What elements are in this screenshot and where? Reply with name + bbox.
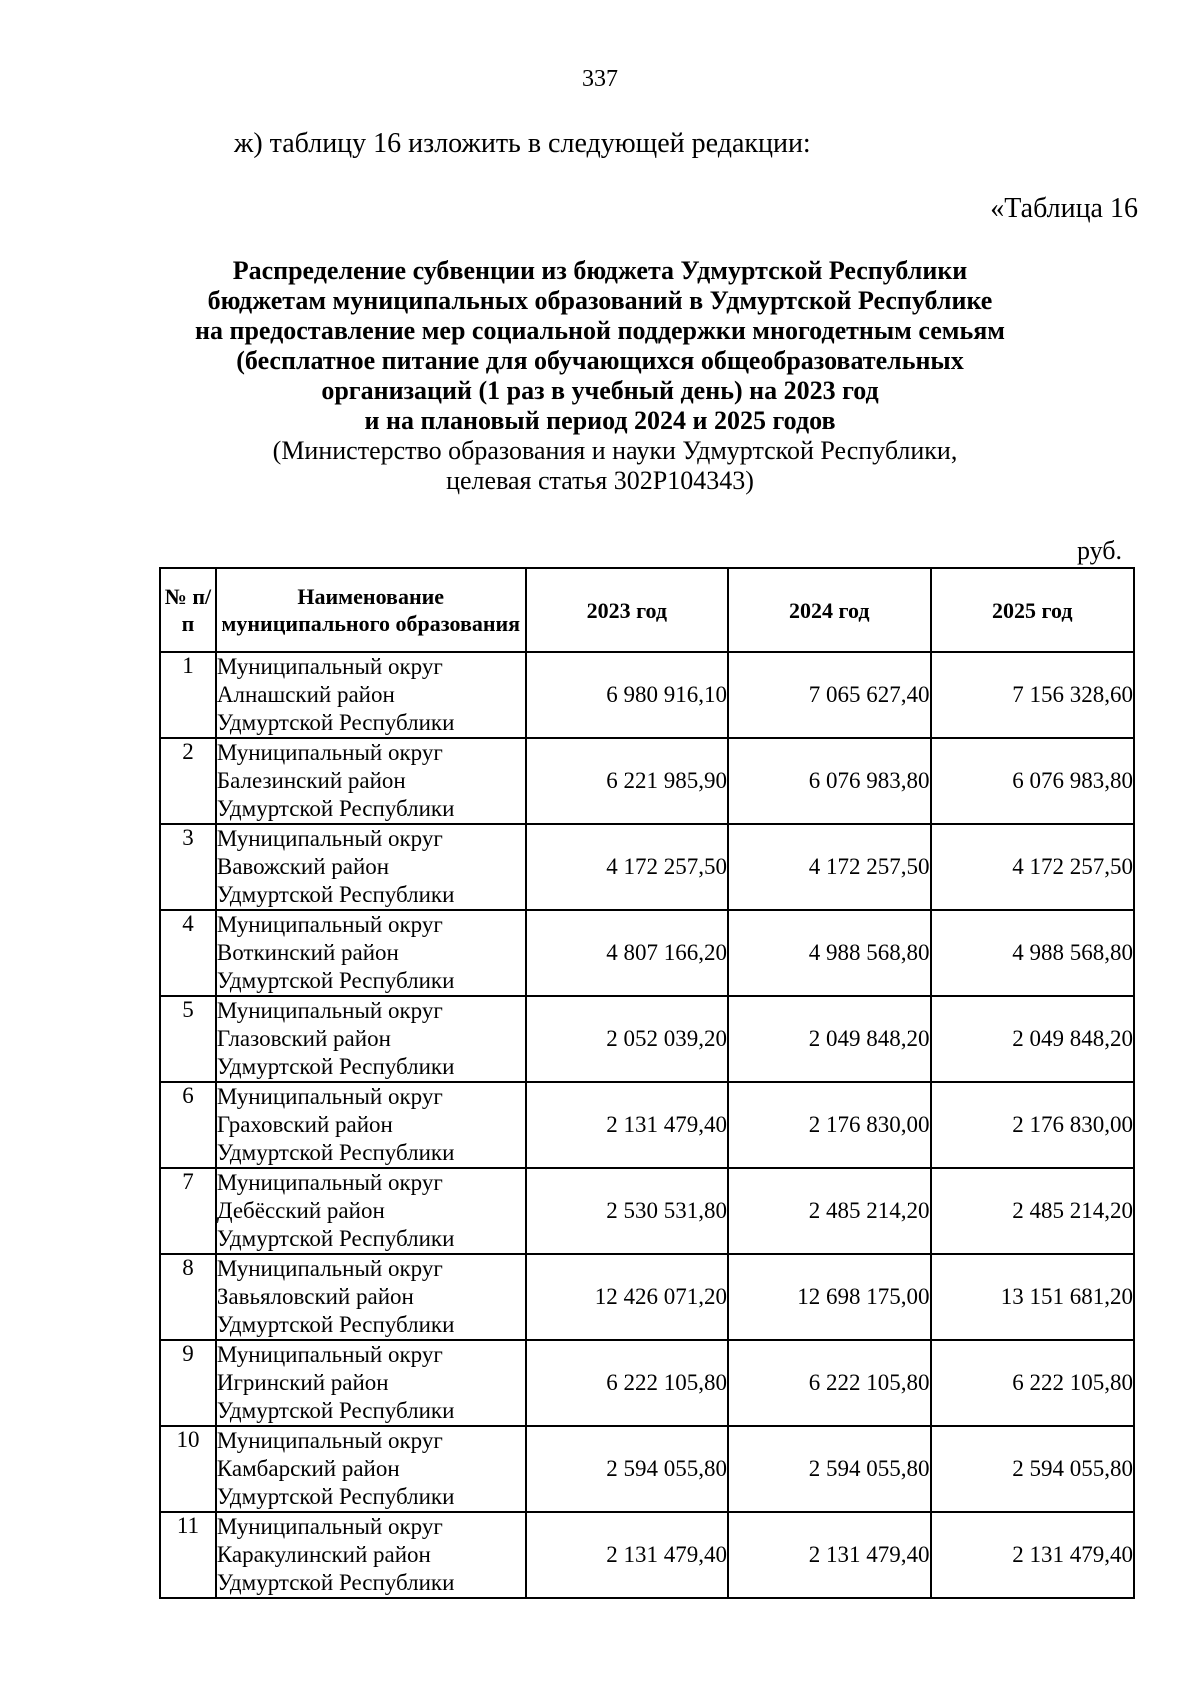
row-number: 1	[160, 652, 216, 738]
table-row	[160, 1426, 1134, 1512]
municipality-name	[216, 1254, 526, 1340]
table-row	[160, 652, 1134, 738]
municipality-name-line: Камбарский район	[216, 1456, 400, 1481]
row-number: 2	[160, 738, 216, 824]
municipality-name-line: Муниципальный округ	[216, 1514, 443, 1539]
municipality-name-line: Удмуртской Республики	[216, 1398, 455, 1423]
subtitle-line: целевая статья 302Р104343)	[446, 466, 754, 495]
header-row	[160, 568, 1134, 652]
value-2025: 2 049 848,20	[931, 996, 1135, 1082]
municipality-name-line: Граховский район	[216, 1112, 393, 1137]
value-2024: 2 131 479,40	[728, 1512, 930, 1598]
value-2023: 4 172 257,50	[526, 824, 728, 910]
table-row	[160, 738, 1134, 824]
table-row	[160, 1340, 1134, 1426]
municipality-name	[216, 738, 526, 824]
value-2025: 6 076 983,80	[931, 738, 1135, 824]
value-2025: 2 485 214,20	[931, 1168, 1135, 1254]
page-number: 337	[582, 66, 618, 92]
municipality-name	[216, 1082, 526, 1168]
value-2024: 12 698 175,00	[728, 1254, 930, 1340]
value-2023: 2 131 479,40	[526, 1512, 728, 1598]
municipality-name-line: Удмуртской Республики	[216, 882, 455, 907]
municipality-name	[216, 996, 526, 1082]
municipality-name	[216, 1512, 526, 1598]
row-number: 9	[160, 1340, 216, 1426]
municipality-name-line: Удмуртской Республики	[216, 1484, 455, 1509]
header-2024: 2024 год	[728, 568, 930, 652]
amendment-intro: ж) таблицу 16 изложить в следующей редакции:	[234, 128, 811, 159]
title-line: (бесплатное питание для обучающихся общеобразовательных	[236, 346, 964, 375]
municipality-name	[216, 910, 526, 996]
header-name: Наименование муниципального образования	[216, 568, 526, 652]
municipality-name	[216, 1340, 526, 1426]
value-2024: 4 988 568,80	[728, 910, 930, 996]
municipality-name-line: Муниципальный округ	[216, 740, 443, 765]
municipality-name-line: Завьяловский район	[216, 1284, 414, 1309]
municipality-name-line: Удмуртской Республики	[216, 796, 455, 821]
value-2024: 7 065 627,40	[728, 652, 930, 738]
table-row	[160, 1168, 1134, 1254]
units-label: руб.	[1076, 536, 1122, 565]
value-2025: 6 222 105,80	[931, 1340, 1135, 1426]
value-2023: 2 052 039,20	[526, 996, 728, 1082]
value-2024: 2 049 848,20	[728, 996, 930, 1082]
municipality-name-line: Алнашский район	[216, 682, 395, 707]
value-2025: 2 594 055,80	[931, 1426, 1135, 1512]
value-2023: 6 221 985,90	[526, 738, 728, 824]
title-line: Распределение субвенции из бюджета Удмуртской Республики	[232, 256, 968, 285]
header-num: № п/п	[160, 568, 216, 652]
row-number: 6	[160, 1082, 216, 1168]
row-number: 7	[160, 1168, 216, 1254]
municipality-name	[216, 824, 526, 910]
value-2024: 6 076 983,80	[728, 738, 930, 824]
municipality-name-line: Удмуртской Республики	[216, 1570, 455, 1595]
header-2023: 2023 год	[526, 568, 728, 652]
municipality-name-line: Удмуртской Республики	[216, 710, 455, 735]
municipality-name-line: Балезинский район	[216, 768, 406, 793]
municipality-name-line: Муниципальный округ	[216, 912, 443, 937]
title-line: бюджетам муниципальных образований в Удмуртской Республике	[207, 286, 993, 315]
table-row	[160, 996, 1134, 1082]
value-2025: 4 988 568,80	[931, 910, 1135, 996]
municipality-name-line: Муниципальный округ	[216, 1256, 443, 1281]
value-2023: 6 980 916,10	[526, 652, 728, 738]
table-row	[160, 1512, 1134, 1598]
table-row	[160, 1254, 1134, 1340]
value-2025: 7 156 328,60	[931, 652, 1135, 738]
municipality-name-line: Глазовский район	[216, 1026, 391, 1051]
municipality-name-line: Каракулинский район	[216, 1542, 431, 1567]
value-2023: 2 131 479,40	[526, 1082, 728, 1168]
value-2025: 2 131 479,40	[931, 1512, 1135, 1598]
municipality-name-line: Вавожский район	[216, 854, 390, 879]
title-line: организаций (1 раз в учебный день) на 2023 год	[321, 376, 879, 405]
municipality-name-line: Дебёсский район	[216, 1198, 385, 1223]
value-2024: 2 176 830,00	[728, 1082, 930, 1168]
municipality-name-line: Удмуртской Республики	[216, 1054, 455, 1079]
row-number: 10	[160, 1426, 216, 1512]
value-2024: 2 485 214,20	[728, 1168, 930, 1254]
table-row	[160, 910, 1134, 996]
municipality-name-line: Удмуртской Республики	[216, 1226, 455, 1251]
title-line: и на плановый период 2024 и 2025 годов	[364, 406, 836, 435]
municipality-name-line: Удмуртской Республики	[216, 968, 455, 993]
row-number: 11	[160, 1512, 216, 1598]
municipality-name	[216, 1168, 526, 1254]
table-row	[160, 1082, 1134, 1168]
municipality-name-line: Удмуртской Республики	[216, 1312, 455, 1337]
municipality-name-line: Муниципальный округ	[216, 654, 443, 679]
municipality-name-line: Игринский район	[216, 1370, 389, 1395]
value-2024: 2 594 055,80	[728, 1426, 930, 1512]
subvention-table	[159, 567, 1135, 1599]
table-title	[150, 256, 1050, 496]
table-label: «Таблица 16	[990, 193, 1138, 224]
value-2025: 4 172 257,50	[931, 824, 1135, 910]
value-2024: 6 222 105,80	[728, 1340, 930, 1426]
value-2024: 4 172 257,50	[728, 824, 930, 910]
municipality-name	[216, 1426, 526, 1512]
subtitle-line: (Министерство образования и науки Удмуртской Республики,	[272, 436, 958, 465]
row-number: 5	[160, 996, 216, 1082]
value-2023: 12 426 071,20	[526, 1254, 728, 1340]
row-number: 3	[160, 824, 216, 910]
municipality-name-line: Муниципальный округ	[216, 1170, 443, 1195]
municipality-name-line: Муниципальный округ	[216, 998, 443, 1023]
municipality-name	[216, 652, 526, 738]
header-2025: 2025 год	[931, 568, 1135, 652]
municipality-name-line: Воткинский район	[216, 940, 399, 965]
title-line: на предоставление мер социальной поддержки многодетным семьям	[195, 316, 1005, 345]
table-row	[160, 824, 1134, 910]
municipality-name-line: Муниципальный округ	[216, 1084, 443, 1109]
row-number: 4	[160, 910, 216, 996]
value-2025: 13 151 681,20	[931, 1254, 1135, 1340]
municipality-name-line: Муниципальный округ	[216, 826, 443, 851]
municipality-name-line: Удмуртской Республики	[216, 1140, 455, 1165]
table-body	[160, 652, 1134, 1598]
value-2023: 6 222 105,80	[526, 1340, 728, 1426]
value-2023: 4 807 166,20	[526, 910, 728, 996]
value-2025: 2 176 830,00	[931, 1082, 1135, 1168]
municipality-name-line: Муниципальный округ	[216, 1428, 443, 1453]
value-2023: 2 530 531,80	[526, 1168, 728, 1254]
row-number: 8	[160, 1254, 216, 1340]
value-2023: 2 594 055,80	[526, 1426, 728, 1512]
municipality-name-line: Муниципальный округ	[216, 1342, 443, 1367]
